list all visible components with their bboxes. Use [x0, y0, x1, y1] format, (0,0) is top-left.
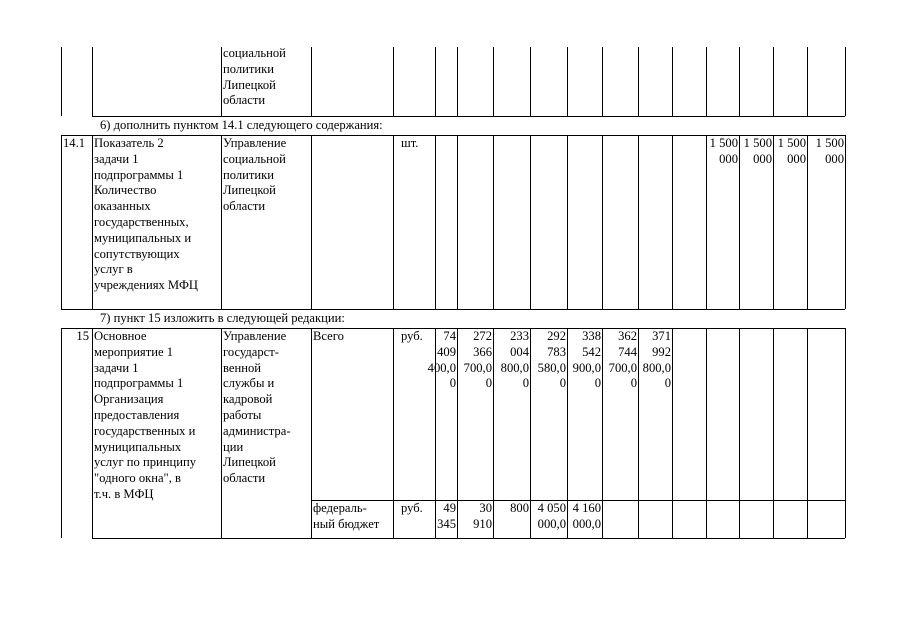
executor-text: Липецкой [223, 77, 276, 92]
table-left-border [61, 328, 62, 538]
executor-text: Липецкой [223, 183, 276, 198]
value-cell: 74 [443, 329, 456, 343]
column-border [457, 135, 458, 309]
column-border [773, 328, 774, 538]
column-border [435, 135, 436, 309]
column-border [739, 47, 740, 116]
value-cell: 0 [449, 376, 456, 391]
value-cell: 000,0 [537, 516, 566, 531]
column-border [435, 47, 436, 116]
value-cell: 0 [594, 376, 601, 391]
activity-name: предоставления [94, 408, 180, 422]
activity-name: "одного окна", в [94, 471, 181, 486]
value-cell: 409 [437, 344, 456, 359]
column-border [92, 47, 93, 116]
instruction-text: 6) дополнить пунктом 14.1 следующего содержания: [100, 118, 383, 132]
executor-text: венной [223, 360, 261, 375]
column-border [311, 328, 312, 538]
value-cell: 272 [473, 329, 492, 343]
value-cell: 000 [719, 151, 738, 166]
unit-cell: руб. [401, 501, 423, 515]
value-cell: 900,0 [572, 360, 601, 375]
value-cell: 292 [547, 329, 566, 343]
column-border [672, 328, 673, 538]
value-cell: 1 500 [709, 136, 738, 150]
value-cell: 783 [547, 344, 566, 359]
table-left-border [61, 47, 62, 116]
value-cell: 0 [664, 376, 671, 391]
indicator-name: оказанных [94, 199, 151, 214]
activity-name: Основное [94, 329, 147, 343]
value-cell: 700,0 [608, 360, 637, 375]
funding-source: федераль- [313, 501, 367, 515]
unit-cell: руб. [401, 329, 423, 343]
column-border [457, 47, 458, 116]
column-border [92, 328, 93, 538]
column-border [807, 328, 808, 538]
column-border [493, 135, 494, 309]
value-cell: 992 [652, 344, 671, 359]
value-cell: 910 [473, 516, 492, 531]
funding-source: Всего [313, 329, 344, 343]
value-cell: 233 [510, 329, 529, 343]
row-border [61, 309, 845, 310]
executor-text: политики [223, 167, 274, 182]
value-cell: 1 500 [743, 136, 772, 150]
indicator-name: Показатель 2 [94, 136, 164, 150]
value-cell: 700,0 [463, 360, 492, 375]
activity-name: мероприятие 1 [94, 344, 173, 359]
row-border [92, 538, 221, 539]
executor-text: социальной [223, 46, 286, 60]
value-cell: 362 [618, 329, 637, 343]
value-cell: 004 [510, 344, 529, 359]
column-border [493, 47, 494, 116]
value-cell: 0 [522, 376, 529, 391]
indicator-name: задачи 1 [94, 151, 139, 166]
activity-name: муниципальных [94, 439, 182, 454]
executor-text: политики [223, 61, 274, 76]
value-cell: 000 [753, 151, 772, 166]
column-border [567, 47, 568, 116]
column-border [845, 135, 846, 309]
column-border [567, 135, 568, 309]
column-border [739, 328, 740, 538]
value-cell: 1 500 [777, 136, 806, 150]
column-border [221, 328, 222, 538]
column-border [706, 47, 707, 116]
column-border [672, 47, 673, 116]
indicator-name: Количество [94, 183, 157, 198]
activity-name: услуг по принципу [94, 455, 196, 470]
executor-text: ции [223, 439, 244, 454]
column-border [530, 135, 531, 309]
value-cell: 580,0 [537, 360, 566, 375]
unit-cell: шт. [401, 136, 419, 150]
activity-name: т.ч. в МФЦ [94, 487, 154, 501]
column-border [393, 47, 394, 116]
table-left-border [61, 135, 62, 309]
column-border [92, 135, 93, 309]
executor-text: области [223, 471, 266, 486]
value-cell: 1 500 [815, 136, 844, 150]
executor-text: администра- [223, 423, 291, 438]
indicator-name: учреждениях МФЦ [94, 278, 199, 293]
column-border [706, 328, 707, 538]
value-cell: 800 [510, 501, 529, 515]
instruction-text: 7) пункт 15 изложить в следующей редакции: [100, 311, 345, 325]
value-cell: 338 [582, 329, 601, 343]
executor-text: области [223, 93, 266, 108]
value-cell: 371 [652, 329, 671, 343]
value-cell: 366 [473, 344, 492, 359]
value-cell: 0 [485, 376, 492, 391]
value-cell: 0 [630, 376, 637, 391]
column-border [221, 135, 222, 309]
value-cell: 000 [787, 151, 806, 166]
executor-text: Управление [223, 329, 287, 343]
executor-text: кадровой [223, 392, 273, 407]
column-border [221, 47, 222, 116]
executor-text: Управление [223, 136, 287, 150]
column-border [311, 135, 312, 309]
activity-name: задачи 1 [94, 360, 139, 375]
column-border [773, 47, 774, 116]
value-cell: 0 [559, 376, 566, 391]
executor-text: Липецкой [223, 455, 276, 470]
value-cell: 4 160 [572, 501, 601, 515]
value-cell: 800,0 [500, 360, 529, 375]
indicator-name: сопутствующих [94, 246, 180, 261]
value-cell: 400,0 [427, 360, 456, 375]
row-border [221, 538, 311, 539]
activity-name: подпрограммы 1 [94, 376, 184, 391]
value-cell: 49 [443, 501, 456, 515]
column-border [602, 47, 603, 116]
row-number: 15 [76, 329, 89, 343]
value-cell: 345 [437, 516, 456, 531]
column-border [807, 47, 808, 116]
value-cell: 744 [618, 344, 637, 359]
row-number: 14.1 [63, 136, 86, 150]
column-border [638, 47, 639, 116]
activity-name: Организация [94, 392, 164, 407]
column-border [311, 47, 312, 116]
executor-text: работы [223, 408, 262, 422]
indicator-name: услуг в [94, 262, 133, 277]
value-cell: 542 [582, 344, 601, 359]
activity-name: государственных и [94, 423, 196, 438]
value-cell: 4 050 [537, 501, 566, 515]
indicator-name: государственных, [94, 215, 189, 229]
value-cell: 30 [479, 501, 492, 515]
executor-text: государст- [223, 344, 279, 359]
funding-source: ный бюджет [313, 516, 380, 531]
row-border [311, 538, 845, 539]
value-cell: 800,0 [642, 360, 671, 375]
value-cell: 000 [825, 151, 844, 166]
indicator-name: подпрограммы 1 [94, 167, 184, 182]
executor-text: службы и [223, 376, 275, 391]
column-border [530, 47, 531, 116]
row-border [92, 116, 845, 117]
executor-text: социальной [223, 151, 286, 166]
executor-text: области [223, 199, 266, 214]
value-cell: 000,0 [572, 516, 601, 531]
column-border [845, 328, 846, 538]
column-border [845, 47, 846, 116]
column-border [602, 135, 603, 309]
indicator-name: муниципальных и [94, 230, 192, 245]
column-border [393, 135, 394, 309]
